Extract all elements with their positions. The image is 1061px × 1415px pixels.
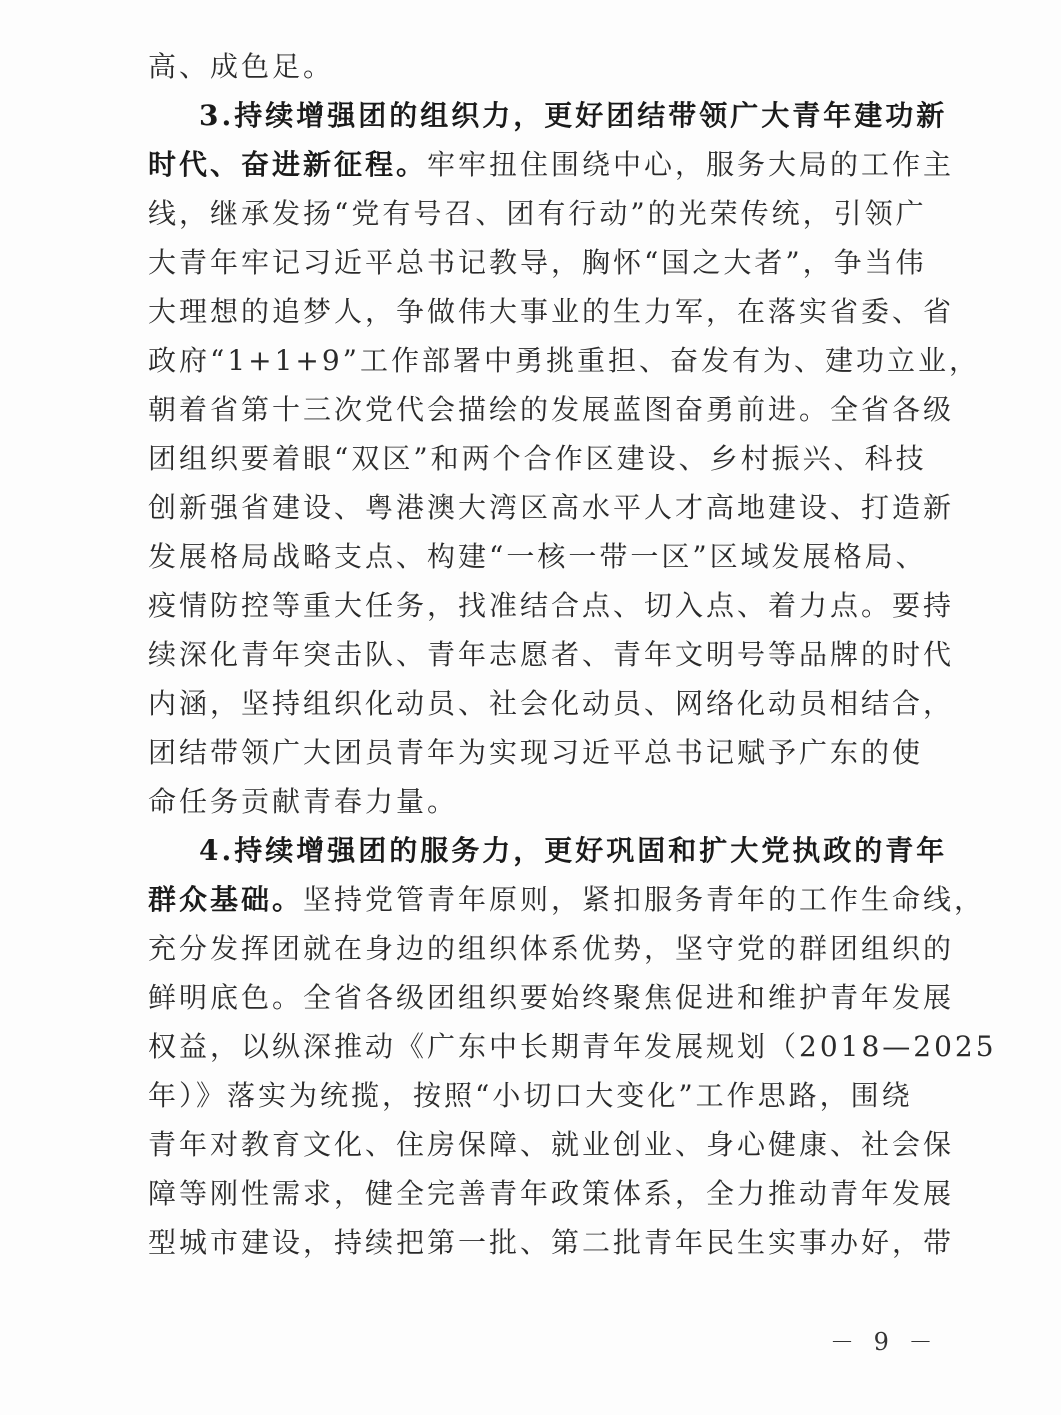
text-line	[148, 630, 955, 679]
bold-text-segment: 4.持续增强团的服务力，更好巩固和扩大党执政的青年	[148, 834, 948, 867]
text-segment: 续深化青年突击队、青年志愿者、青年文明号等品牌的时代	[148, 638, 955, 671]
text-line	[148, 385, 955, 434]
text-line	[148, 728, 924, 777]
text-line	[148, 1218, 955, 1267]
text-segment: 发展格局战略支点、构建“一核一带一区”区域发展格局、	[148, 540, 927, 573]
text-segment: 朝着省第十三次党代会描绘的发展蓝图奋勇前进。全省各级	[148, 393, 955, 426]
text-line	[148, 777, 900, 826]
text-line	[148, 973, 955, 1022]
text-segment: 命任务贡献青春力量。	[148, 785, 459, 818]
text-segment: 团组织要着眼“双区”和两个合作区建设、乡村振兴、科技	[148, 442, 927, 475]
text-segment: 高、成色足。	[148, 50, 335, 83]
text-line	[148, 826, 948, 875]
text-line	[148, 1071, 913, 1120]
text-segment: 障等刚性需求，健全完善青年政策体系，全力推动青年发展	[148, 1177, 955, 1210]
text-segment: 鲜明底色。全省各级团组织要始终聚焦促进和维护青年发展	[148, 981, 955, 1014]
text-segment: 大理想的追梦人，争做伟大事业的生力军，在落实省委、省	[148, 295, 955, 328]
text-line	[148, 336, 980, 385]
text-segment: 政府“1+1+9”工作部署中勇挑重担、奋发有为、建功立业，	[148, 344, 980, 377]
text-line	[148, 532, 927, 581]
text-line	[148, 1022, 997, 1071]
text-line	[148, 581, 955, 630]
text-line	[148, 483, 955, 532]
text-line	[148, 140, 955, 189]
text-segment: 大青年牢记习近平总书记教导，胸怀“国之大者”，争当伟	[148, 246, 927, 279]
text-line	[148, 189, 927, 238]
text-segment: 年）》落实为统揽，按照“小切口大变化”工作思路，围绕	[148, 1079, 913, 1112]
text-line	[148, 91, 948, 140]
text-segment: 充分发挥团就在身边的组织体系优势，坚守党的群团组织的	[148, 932, 955, 965]
bold-text-segment: 群众基础。	[148, 883, 304, 916]
page-number: － 9 －	[830, 1328, 939, 1356]
text-line	[148, 42, 900, 91]
text-line	[148, 434, 927, 483]
text-line	[148, 924, 955, 973]
text-segment: 型城市建设，持续把第一批、第二批青年民生实事办好，带	[148, 1226, 955, 1259]
text-segment: 牢牢扭住围绕中心，服务大局的工作主	[427, 148, 955, 181]
text-segment: 内涵，坚持组织化动员、社会化动员、网络化动员相结合，	[148, 687, 955, 720]
text-segment: 创新强省建设、粤港澳大湾区高水平人才高地建设、打造新	[148, 491, 955, 524]
text-line	[148, 238, 927, 287]
bold-text-segment: 3.持续增强团的组织力，更好团结带领广大青年建功新	[148, 99, 948, 132]
text-segment: 青年对教育文化、住房保障、就业创业、身心健康、社会保	[148, 1128, 955, 1161]
text-line	[148, 1120, 955, 1169]
text-segment: 坚持党管青年原则，紧扣服务青年的工作生命线，	[303, 883, 986, 916]
body-text	[148, 42, 997, 1267]
text-line	[148, 1169, 955, 1218]
bold-text-segment: 时代、奋进新征程。	[148, 148, 428, 181]
text-segment: 线，继承发扬“党有号召、团有行动”的光荣传统，引领广	[148, 197, 927, 230]
text-line	[148, 679, 955, 728]
text-segment: 疫情防控等重大任务，找准结合点、切入点、着力点。要持	[148, 589, 955, 622]
text-line	[148, 287, 955, 336]
text-segment: 团结带领广大团员青年为实现习近平总书记赋予广东的使	[148, 736, 924, 769]
text-line	[148, 875, 986, 924]
text-segment: 权益，以纵深推动《广东中长期青年发展规划（2018—2025	[148, 1030, 997, 1063]
